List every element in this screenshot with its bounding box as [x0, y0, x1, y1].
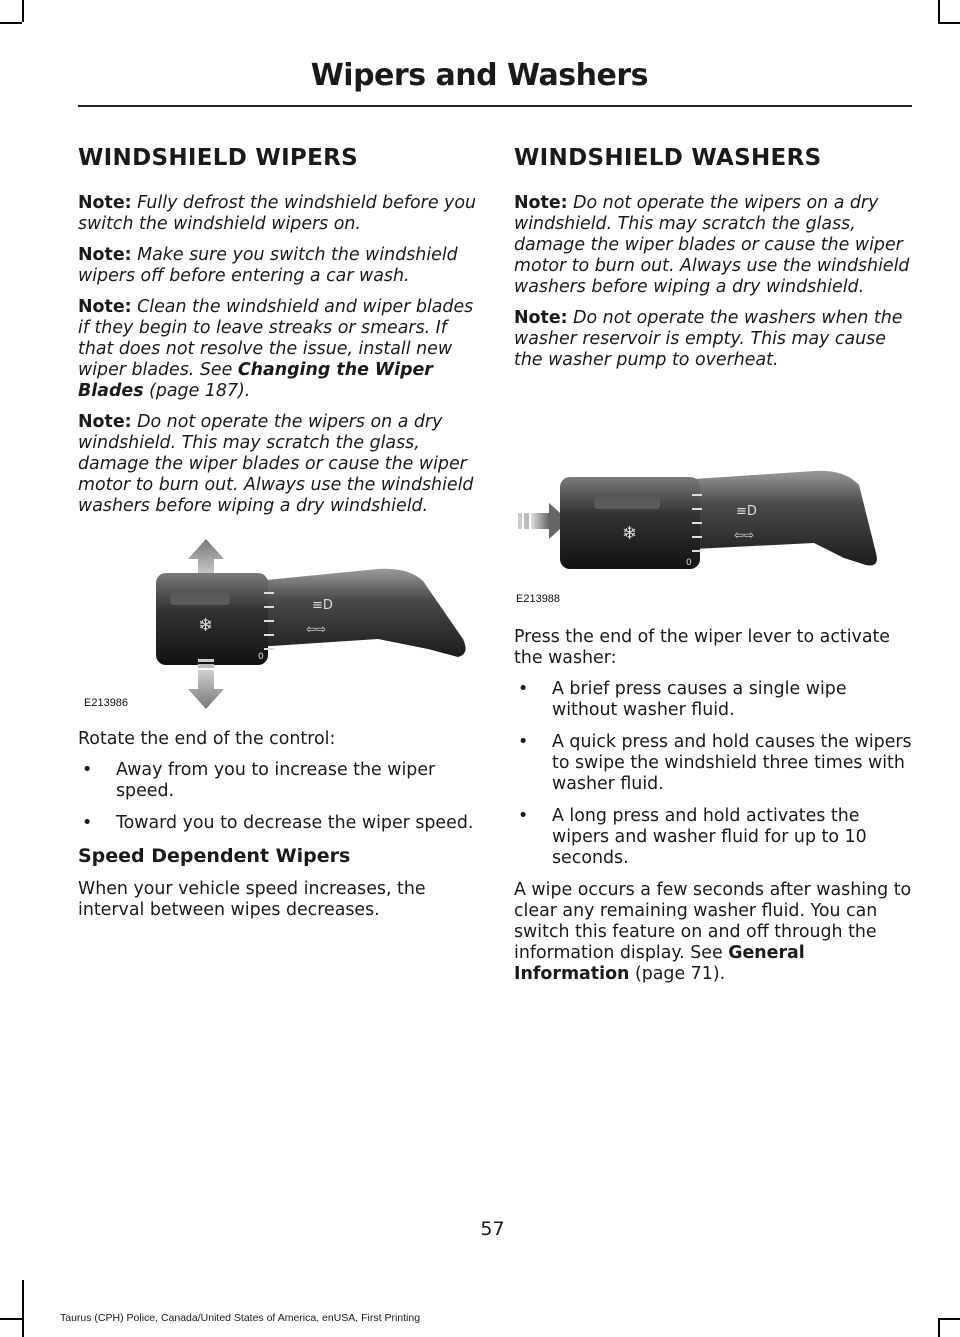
- speed-dependent-text: When your vehicle speed increases, the interval between wipes decreases.: [78, 879, 426, 920]
- rotate-up-arrow-icon: [188, 539, 224, 577]
- crop-mark: [938, 1318, 940, 1337]
- note-text: Do not operate the wipers on a dry windshield. This may scratch the glass, damage the wiper blades or cause the wiper motor to burn out. Always use the windshield washers before wiping a dry windshield.: [78, 412, 474, 516]
- page-reference: (page 71).: [634, 964, 726, 984]
- note-text: Do not operate the wipers on a dry windshield. This may scratch the glass, damage the wiper blades or cause the wiper motor to burn out. Always use the windshield washers before wiping a dry windshield.: [514, 193, 910, 297]
- press-intro: Press the end of the wiper lever to activate the washer:: [514, 627, 891, 668]
- figure-id: E213988: [516, 593, 561, 605]
- turn-signal-icon: ⇦⇨: [734, 528, 755, 542]
- press-list: [514, 679, 914, 869]
- crop-mark: [938, 0, 940, 22]
- section-heading-wipers: WINDSHIELD WIPERS: [78, 145, 358, 171]
- note-label: Note:: [78, 193, 132, 213]
- page-reference: (page 187).: [149, 381, 251, 401]
- list-item: • Toward you to decrease the wiper speed.: [78, 813, 478, 834]
- rotate-list: [78, 760, 478, 834]
- headlamp-icon: ≡D: [736, 504, 757, 519]
- wiper-rotate-figure: [78, 529, 478, 721]
- wiper-symbol-icon: ❄: [622, 523, 638, 544]
- lever-stalk: [256, 569, 466, 657]
- list-item: • A long press and hold activates the wipers and washer fluid for up to 10 seconds.: [514, 806, 914, 869]
- note-paragraph: [78, 297, 478, 402]
- cross-reference-link[interactable]: Changing the Wiper Blades: [78, 360, 433, 401]
- note-label: Note:: [78, 412, 132, 432]
- list-item: • A quick press and hold causes the wipers to swipe the windshield three times with washer fluid.: [514, 732, 914, 795]
- washer-press-figure: [514, 393, 914, 623]
- crop-mark: [0, 1318, 22, 1320]
- turn-signal-icon: ⇦⇨: [306, 622, 327, 636]
- note-paragraph: [78, 245, 478, 287]
- wiper-symbol-icon: ❄: [198, 615, 214, 636]
- section-heading-washers: WINDSHIELD WASHERS: [514, 145, 822, 171]
- washer-lever-illustration: [514, 393, 914, 598]
- right-column: [514, 145, 914, 995]
- note-text: Clean the windshield and wiper blades if they begin to leave streaks or smears. If that does not resolve the issue, install new wiper blades. See: [78, 297, 474, 380]
- header-divider: [78, 105, 912, 107]
- list-item: • A brief press causes a single wipe without washer fluid.: [514, 679, 914, 721]
- list-item: • Away from you to increase the wiper speed.: [78, 760, 478, 802]
- crop-mark: [22, 1280, 24, 1337]
- crop-mark: [938, 22, 960, 24]
- note-paragraph: [78, 193, 478, 235]
- note-paragraph: [514, 308, 914, 371]
- note-paragraph: [78, 412, 478, 517]
- note-text: Do not operate the washers when the washer reservoir is empty. This may cause the washer pump to overheat.: [514, 308, 903, 370]
- headlamp-icon: ≡D: [312, 598, 333, 613]
- note-label: Note:: [514, 308, 568, 328]
- page-number: 57: [480, 1218, 505, 1240]
- note-label: Note:: [514, 193, 568, 213]
- svg-text:0: 0: [686, 558, 692, 568]
- wiper-lever-illustration: [78, 529, 478, 721]
- note-label: Note:: [78, 297, 132, 317]
- page-title: Wipers and Washers: [310, 58, 648, 93]
- crop-mark: [22, 0, 24, 22]
- lever-stalk: [694, 471, 877, 566]
- note-paragraph: [514, 193, 914, 298]
- note-text: Fully defrost the windshield before you switch the windshield wipers on.: [78, 193, 476, 234]
- svg-text:0: 0: [258, 652, 264, 662]
- figure-id: E213986: [84, 697, 129, 709]
- rotate-down-arrow-icon: [188, 670, 224, 709]
- note-label: Note:: [78, 245, 132, 265]
- crop-mark: [938, 1318, 960, 1320]
- closing-paragraph: [514, 880, 914, 985]
- footer-text: Taurus (CPH) Police, Canada/United States of America, enUSA, First Printing: [60, 1312, 421, 1324]
- closing-text: A wipe occurs a few seconds after washing to clear any remaining washer fluid. You can switch this feature on and off through the information display. See: [514, 880, 912, 963]
- left-column: [78, 145, 478, 931]
- crop-mark: [0, 22, 22, 24]
- cross-reference-link[interactable]: General Information: [514, 943, 805, 984]
- subheading-speed-dependent: Speed Dependent Wipers: [78, 845, 351, 867]
- rotate-intro: Rotate the end of the control:: [78, 729, 336, 749]
- note-text: Make sure you switch the windshield wipers off before entering a car wash.: [78, 245, 458, 286]
